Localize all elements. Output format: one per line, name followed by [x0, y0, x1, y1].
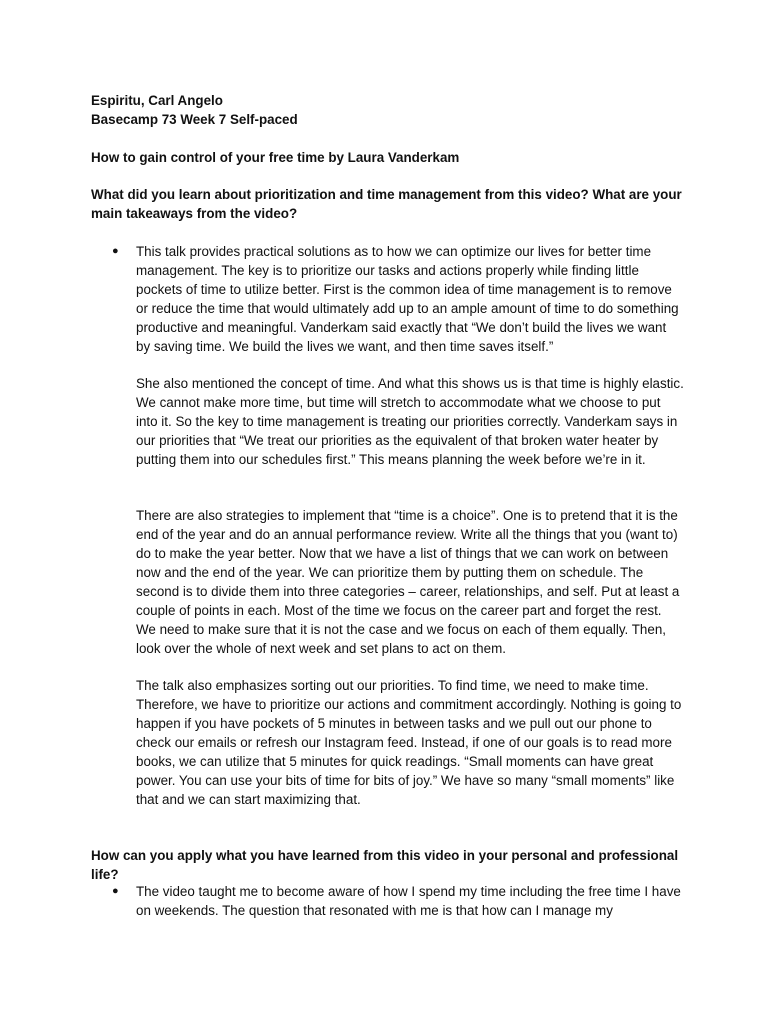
answer-paragraph: The video taught me to become aware of how I spend my time including the free time I have on weekends. The question that resonated with me is that how can I manage my — [136, 884, 681, 918]
course-line: Basecamp 73 Week 7 Self-paced — [91, 112, 298, 127]
answer-paragraph: This talk provides practical solutions as to how we can optimize our lives for better time management. The key is to prioritize our tasks and actions properly while finding little pockets of time to utilize better. First is the common idea of time management is to remove or reduce the time that would ultimately add up to an ample amount of time to do something productive and meaningful. Vanderkam said exactly that “We don’t build the lives we want by saving time. We build the lives we want, and then time saves itself.” — [136, 244, 679, 354]
talk-title: How to gain control of your free time by Laura Vanderkam — [91, 150, 460, 165]
bullet-icon: ● — [112, 885, 119, 897]
bullet-icon: ● — [112, 245, 119, 257]
answer-paragraph: The talk also emphasizes sorting out our priorities. To find time, we need to make time. Therefore, we have to prioritize our actions and commitment accordingly. Nothing is going to happen if you have pockets of 5 minutes in between tasks and we pull out our phone to check our emails or refresh our Instagram feed. Instead, if one of our goals is to read more books, we can utilize that 5 minutes for quick readings. “Small moments can have great power. You can use your bits of time for bits of joy.” We have so many “small moments” like that and we can start maximizing that. — [136, 678, 682, 807]
question-heading: How can you apply what you have learned from this video in your personal and professional life? — [91, 848, 679, 882]
question-heading: What did you learn about prioritization and time management from this video? What are your main takeaways from the video? — [91, 187, 682, 221]
answer-paragraph: There are also strategies to implement that “time is a choice”. One is to pretend that it is the end of the year and do an annual performance review. Write all the things that you (want to) do to make the year better. Now that we have a list of things that we can work on between now and the end of the year. We can prioritize them by putting them on schedule. The second is to divide them into three categories – career, relationships, and self. Put at least a couple of points in each. Most of the time we focus on the career part and forget the rest. We need to make sure that it is not the case and we focus on each of them equally. Then, look over the whole of next week and set plans to act on them. — [136, 508, 680, 656]
author-name: Espiritu, Carl Angelo — [91, 93, 223, 108]
answer-paragraph: She also mentioned the concept of time. And what this shows us is that time is highly elastic. We cannot make more time, but time will stretch to accommodate what we choose to put into it. So the key to time management is treating our priorities correctly. Vanderkam says in our priorities that “We treat our priorities as the equivalent of that broken water heater by putting them into our schedules first.” This means planning the week before we’re in it. — [136, 376, 684, 467]
